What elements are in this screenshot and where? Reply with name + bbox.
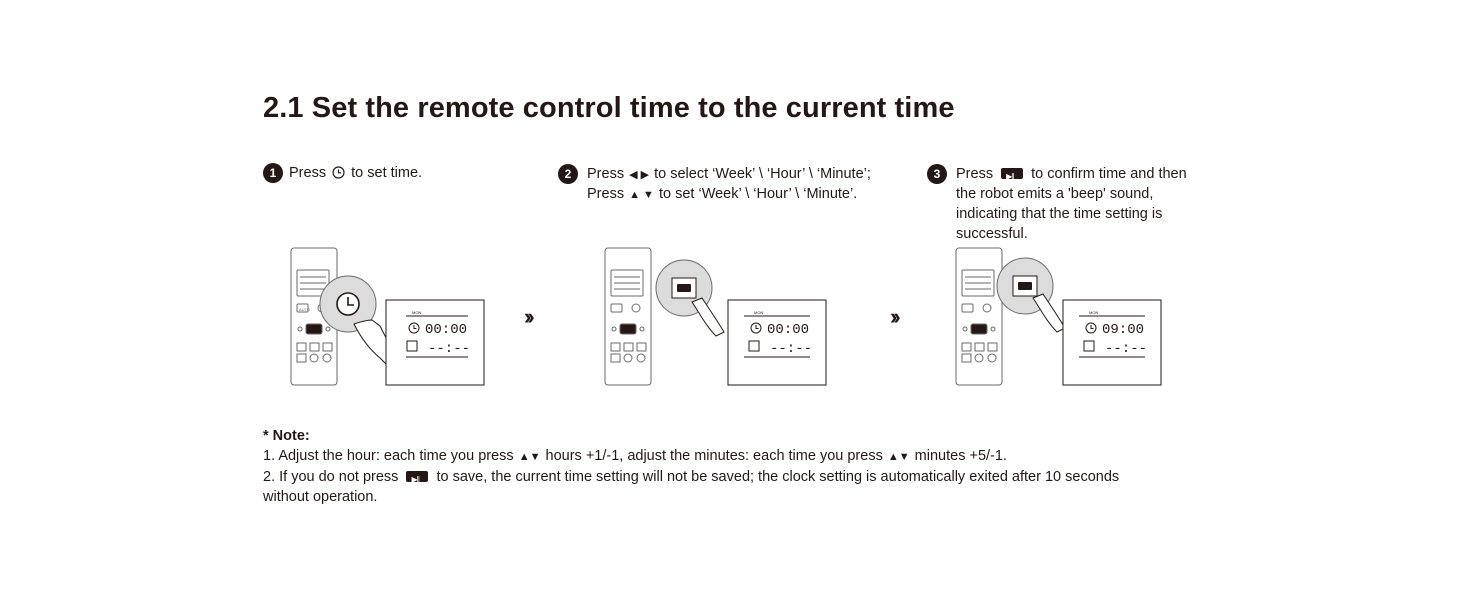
step-3-number: 3 — [927, 164, 947, 184]
svg-text:09:00: 09:00 — [1102, 322, 1145, 338]
note-line-1-part-3: minutes +5/-1. — [914, 448, 1007, 464]
step-1-text: to set time. — [351, 165, 423, 181]
step-2-text-1: to select ‘Week’ \ ‘Hour’ \ ‘Minute’; — [654, 166, 871, 182]
step-2-text-2: to set ‘Week’ \ ‘Hour’ \ ‘Minute’. — [658, 186, 858, 202]
remote-control — [605, 248, 651, 385]
play-pause-button-icon — [406, 471, 428, 482]
note-line-2 — [263, 467, 1223, 487]
step-1-illustration — [288, 240, 518, 390]
note-title: * Note: — [263, 428, 310, 444]
up-down-arrow-icon: ▲ ▼ — [629, 189, 654, 201]
play-pause-button-icon — [1001, 168, 1023, 179]
step-2-press-label-2: Press — [587, 186, 625, 202]
svg-text:MON: MON — [754, 310, 764, 315]
svg-text:00:00: 00:00 — [425, 322, 468, 338]
step-3-text-1: to confirm time and then — [1031, 166, 1187, 182]
clock-icon — [332, 166, 345, 179]
remote-auto-label: AUTO — [299, 307, 311, 312]
step-3-text-3: indicating that the time setting is — [956, 206, 1163, 222]
svg-text:00:00: 00:00 — [767, 322, 810, 338]
step-2-press-label-1: Press — [587, 166, 625, 182]
note-line-1 — [263, 446, 1223, 467]
finger-icon — [692, 298, 724, 336]
step-1-press-label: Press — [289, 165, 327, 181]
up-down-arrow-icon: ▲▼ — [518, 451, 541, 463]
step-arrow-1: ›› — [524, 304, 531, 329]
note-line-2-part-2: to save, the current time setting will not be saved; the clock setting is automatically exited after 10 seconds — [436, 469, 1120, 485]
lcd-display — [1063, 300, 1161, 385]
note-line-1-part-2: hours +1/-1, adjust the minutes: each time you press — [545, 448, 883, 464]
step-2-number: 2 — [558, 164, 578, 184]
left-right-arrow-icon: ◀ ▶ — [629, 169, 650, 181]
lcd-display — [728, 300, 826, 385]
note-line-3: without operation. — [263, 489, 378, 505]
step-3-press-label: Press — [956, 166, 994, 182]
remote-control — [956, 248, 1002, 385]
note-line-1-part-1: 1. Adjust the hour: each time you press — [263, 448, 514, 464]
svg-text:--:--: --:-- — [1105, 341, 1148, 357]
page-title: 2.1 Set the remote control time to the current time — [263, 92, 955, 124]
svg-text:MON: MON — [412, 310, 422, 315]
step-arrow-2: ›› — [890, 304, 897, 329]
up-down-arrow-icon: ▲▼ — [887, 451, 910, 463]
svg-text:--:--: --:-- — [428, 341, 471, 357]
note-section — [263, 426, 1223, 507]
step-3-illustration — [953, 240, 1183, 390]
svg-text:--:--: --:-- — [770, 341, 813, 357]
step-1-number: 1 — [263, 163, 283, 183]
note-line-2-part-1: 2. If you do not press — [263, 469, 399, 485]
lcd-display — [386, 300, 484, 385]
step-2-illustration — [602, 240, 832, 390]
svg-text:MON: MON — [1089, 310, 1099, 315]
step-3-text-4: successful. — [956, 226, 1028, 242]
step-3-text-2: the robot emits a 'beep' sound, — [956, 186, 1154, 202]
